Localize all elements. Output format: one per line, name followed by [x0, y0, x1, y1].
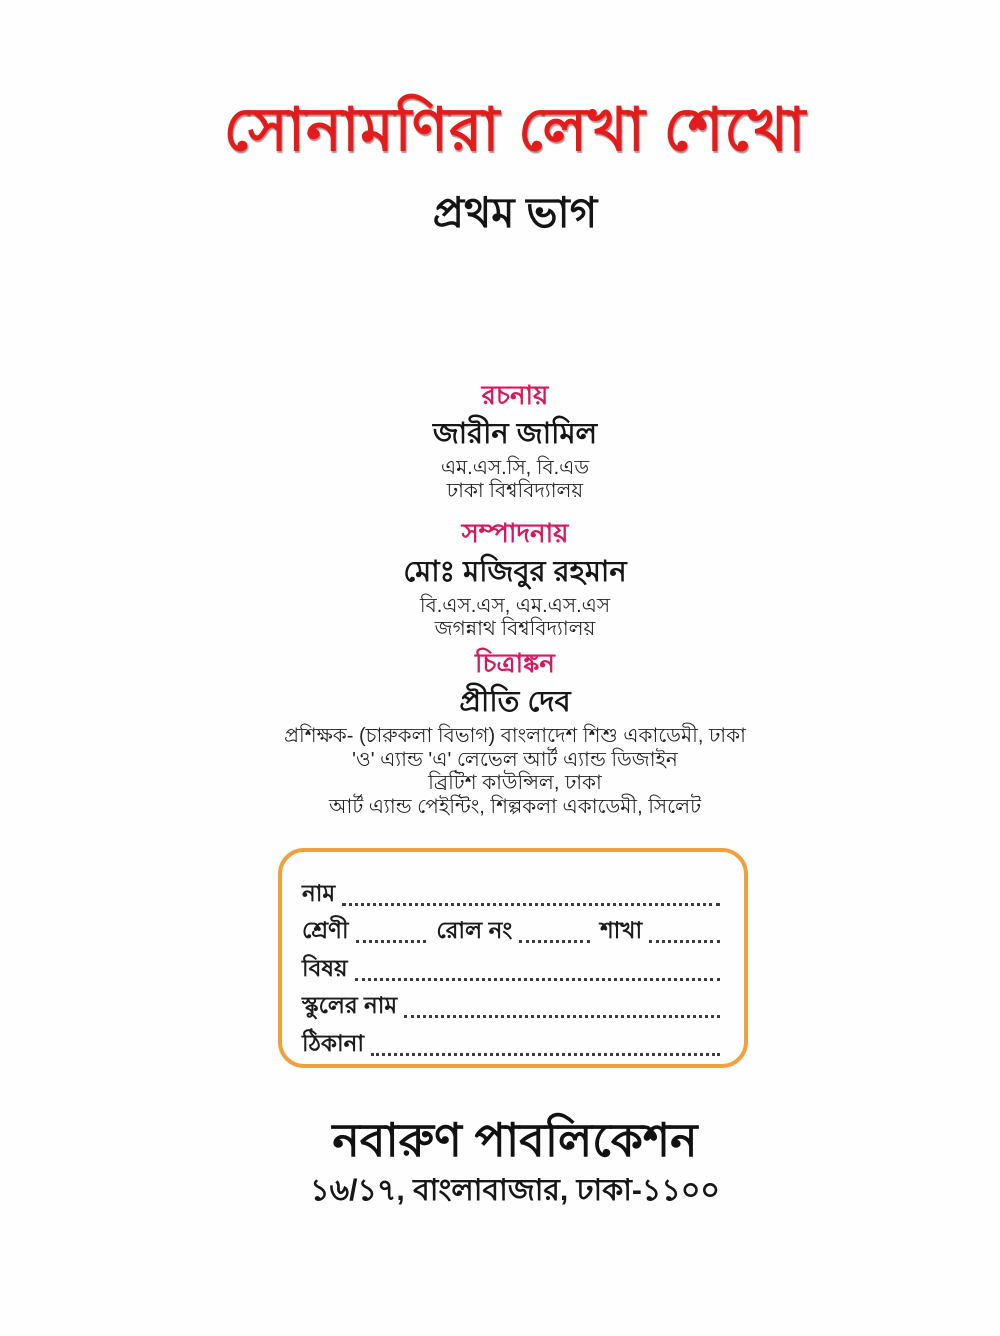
roll-field-label: রোল নং — [436, 917, 513, 944]
book-title: সোনামণিরা লেখা শেখো — [223, 96, 807, 163]
student-info-box — [278, 848, 748, 1068]
school-field-label: স্কুলের নাম — [302, 992, 398, 1019]
author-name: জারীন জামিল — [432, 417, 598, 450]
name-field-label: নাম — [302, 879, 336, 906]
publisher-name: নবারুণ পাবলিকেশন — [332, 1114, 698, 1166]
school-field-line — [404, 1015, 720, 1018]
illustrator-name: প্রীতি দেব — [459, 685, 571, 718]
author-university: ঢাকা বিশ্ববিদ্যালয় — [446, 480, 584, 503]
name-field-line — [342, 903, 720, 906]
subject-field-line — [355, 978, 720, 981]
credit-role-label: সম্পাদনায় — [461, 518, 569, 548]
illustrator-credential-2: 'ও' এ্যান্ড 'এ' লেভেল আর্ট এ্যান্ড ডিজাইন — [352, 748, 678, 771]
credit-role-label: চিত্রাঙ্কন — [475, 648, 555, 678]
illustrator-credential-4: আর্ট এ্যান্ড পেইন্টিং, শিল্পকলা একাডেমী, সিলেট — [329, 795, 701, 818]
credit-block-editor — [30, 519, 1000, 641]
form-row-class-roll-section — [302, 914, 720, 952]
form-row-school — [302, 989, 720, 1027]
subject-field-label: বিষয় — [302, 954, 348, 981]
publisher-address: ১৬/১৭, বাংলাবাজার, ঢাকা-১১০০ — [310, 1174, 720, 1207]
class-field-label: শ্রেণী — [302, 917, 349, 944]
credit-role-label: রচনায় — [481, 380, 549, 410]
form-row-subject — [302, 951, 720, 989]
form-row-address — [302, 1026, 720, 1064]
editor-name: মোঃ মজিবুর রহমান — [403, 555, 627, 588]
section-field-label: শাখা — [600, 917, 643, 944]
editor-university: জগন্নাথ বিশ্ববিদ্যালয় — [434, 618, 596, 641]
book-subtitle: প্রথম ভাগ — [432, 189, 598, 236]
section-field-line — [649, 940, 720, 943]
editor-degrees: বি.এস.এস, এম.এস.এস — [419, 595, 611, 618]
class-field-line — [356, 940, 427, 943]
author-degrees: এম.এস.সি, বি.এড — [440, 457, 590, 480]
roll-field-line — [519, 940, 590, 943]
illustrator-credential-1: প্রশিক্ষক- (চারুকলা বিভাগ) বাংলাদেশ শিশু একাডেমী, ঢাকা — [284, 725, 746, 748]
address-field-label: ঠিকানা — [302, 1029, 365, 1056]
credit-block-author — [30, 381, 1000, 503]
illustrator-credential-3: ব্রিটিশ কাউন্সিল, ঢাকা — [428, 772, 602, 795]
address-field-line — [371, 1053, 720, 1056]
form-row-name — [302, 876, 720, 914]
credit-block-illustrator — [30, 649, 1000, 819]
